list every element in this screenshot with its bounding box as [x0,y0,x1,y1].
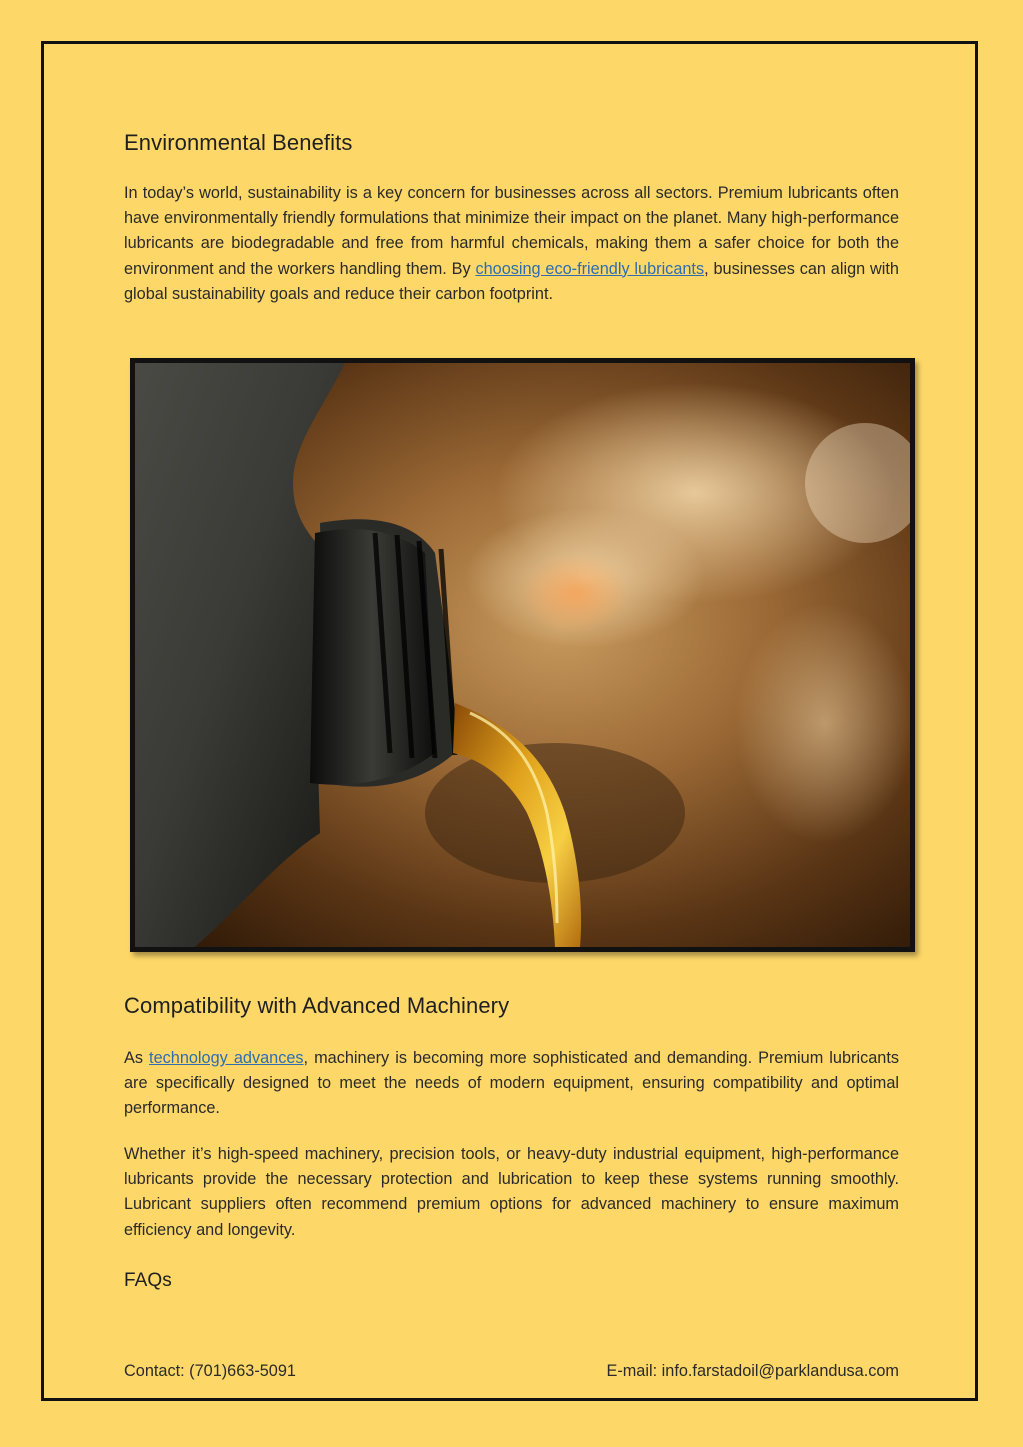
compatibility-paragraph-1 [124,1046,899,1122]
section-heading-environmental-benefits: Environmental Benefits [124,130,353,155]
oil-pouring-photo [130,358,915,952]
compatibility-text-end: , machinery is becoming more sophisticated and demanding. Premium lubricants are specifically designed to meet the needs of modern equipment, ensuring compatibility and optimal performance. [124,1049,899,1118]
section-heading-compatibility: Compatibility with Advanced Machinery [124,993,510,1018]
footer-contact: Contact: (701)663-5091 [124,1362,296,1380]
technology-advances-link[interactable]: technology advances [149,1049,304,1067]
environmental-text-end: , businesses can align with global sustainability goals and reduce their carbon footprint. [124,259,899,303]
compatibility-paragraph-2: Whether it’s high-speed machinery, precision tools, or heavy-duty industrial equipment, high-performance lubricants provide the necessary protection and lubrication to keep these systems running smoothly. Lubricant suppliers often recommend premium options for advanced machinery to ensure maximum efficiency and longevity. [124,1145,899,1239]
compatibility-text-start: As [124,1049,150,1067]
environmental-text-start: In today’s world, sustainability is a key concern for businesses across all sectors. Premium lubricants often have environmentally friendly formulations that minimize their impact on the planet. Many high-performance lubricants are biodegradable and free from harmful chemicals, making them a safer choice for both the environment and the workers handling them. By [124,184,899,278]
oil-pouring-image [135,363,910,947]
footer-email: E-mail: info.farstadoil@parklandusa.com [606,1362,899,1380]
eco-friendly-lubricants-link[interactable]: choosing eco-friendly lubricants [475,259,705,278]
section-heading-faqs: FAQs [124,1270,172,1291]
environmental-paragraph [124,181,899,307]
